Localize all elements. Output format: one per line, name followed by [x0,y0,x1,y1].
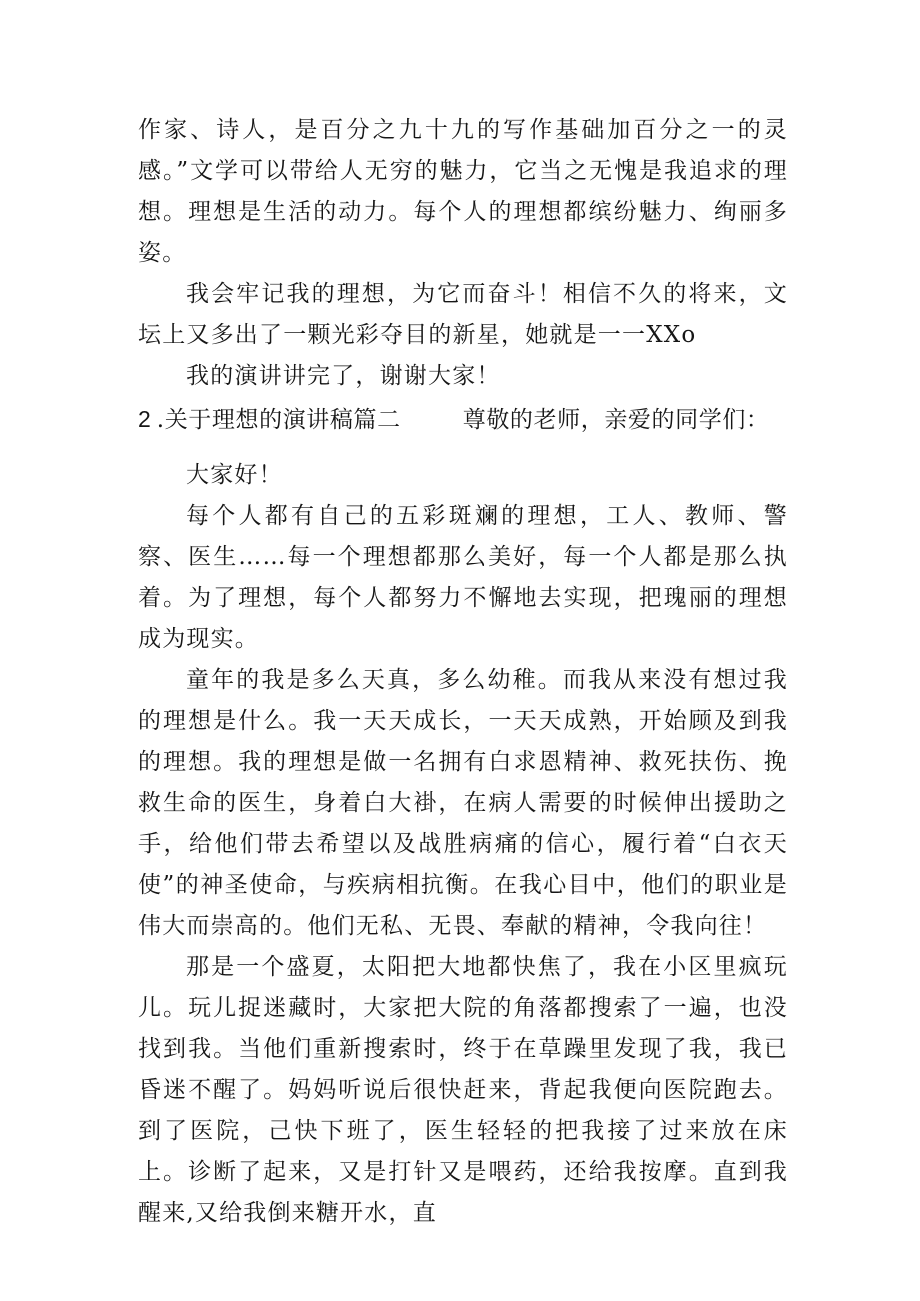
paragraph-summer-story: 那是一个盛夏，太阳把大地都快焦了，我在小区里疯玩儿。玩儿捉迷藏时，大家把大院的角落都搜索了一遍，也没找到我。当他们重新搜索时，终于在草躁里发现了我，我已昏迷不醒了。妈妈听说后很快赶来，背起我便向医院跑去。到了医院，己快下班了，医生轻轻的把我接了过来放在床上。诊断了起来，又是打针又是喂药，还给我按摩。直到我醒来,又给我倒来糖开水，直 [138,954,788,1226]
document-page [138,110,788,1234]
paragraph-ideal-writer: 作家、诗人，是百分之九十九的写作基础加百分之一的灵感。”文学可以带给人无穷的魅力，它当之无愧是我追求的理想。理想是生活的动力。每个人的理想都缤纷魅力、绚丽多姿。 [138,117,788,266]
paragraph-remember-ideal: 我会牢记我的理想，为它而奋斗！相信不久的将来，文坛上又多出了一颗光彩夺目的新星，她就是一一XXo [138,281,788,348]
paragraph-closing-thanks: 我的演讲讲完了，谢谢大家！ [186,363,501,389]
paragraph-hello: 大家好！ [186,462,283,488]
section-number: 2 [138,406,151,432]
section-title: .关于理想的演讲稿篇二 [156,407,401,433]
paragraph-childhood-doctor: 童年的我是多么天真，多么幼稚。而我从来没有想过我的理想是什么。我一天天成长，一天天成熟，开始顾及到我的理想。我的理想是做一名拥有白求恩精神、救死扶伤、挽救生命的医生，身着白大褂，在病人需要的时候伸出援助之手，给他们带去希望以及战胜病痛的信心，履行着“白衣天使”的神圣使命，与疾病相抗衡。在我心目中，他们的职业是伟大而崇高的。他们无私、无畏、奉献的精神，令我向往！ [138,667,788,939]
section-heading [138,399,788,441]
section-greeting: 尊敬的老师，亲爱的同学们： [462,407,770,433]
paragraph-everyone-ideal: 每个人都有自己的五彩斑斓的理想，工人、教师、警察、医生……每一个理想都那么美好，每一个人都是那么执着。为了理想，每个人都努力不懈地去实现，把瑰丽的理想成为现实。 [138,503,788,652]
section-spacer [138,441,788,455]
